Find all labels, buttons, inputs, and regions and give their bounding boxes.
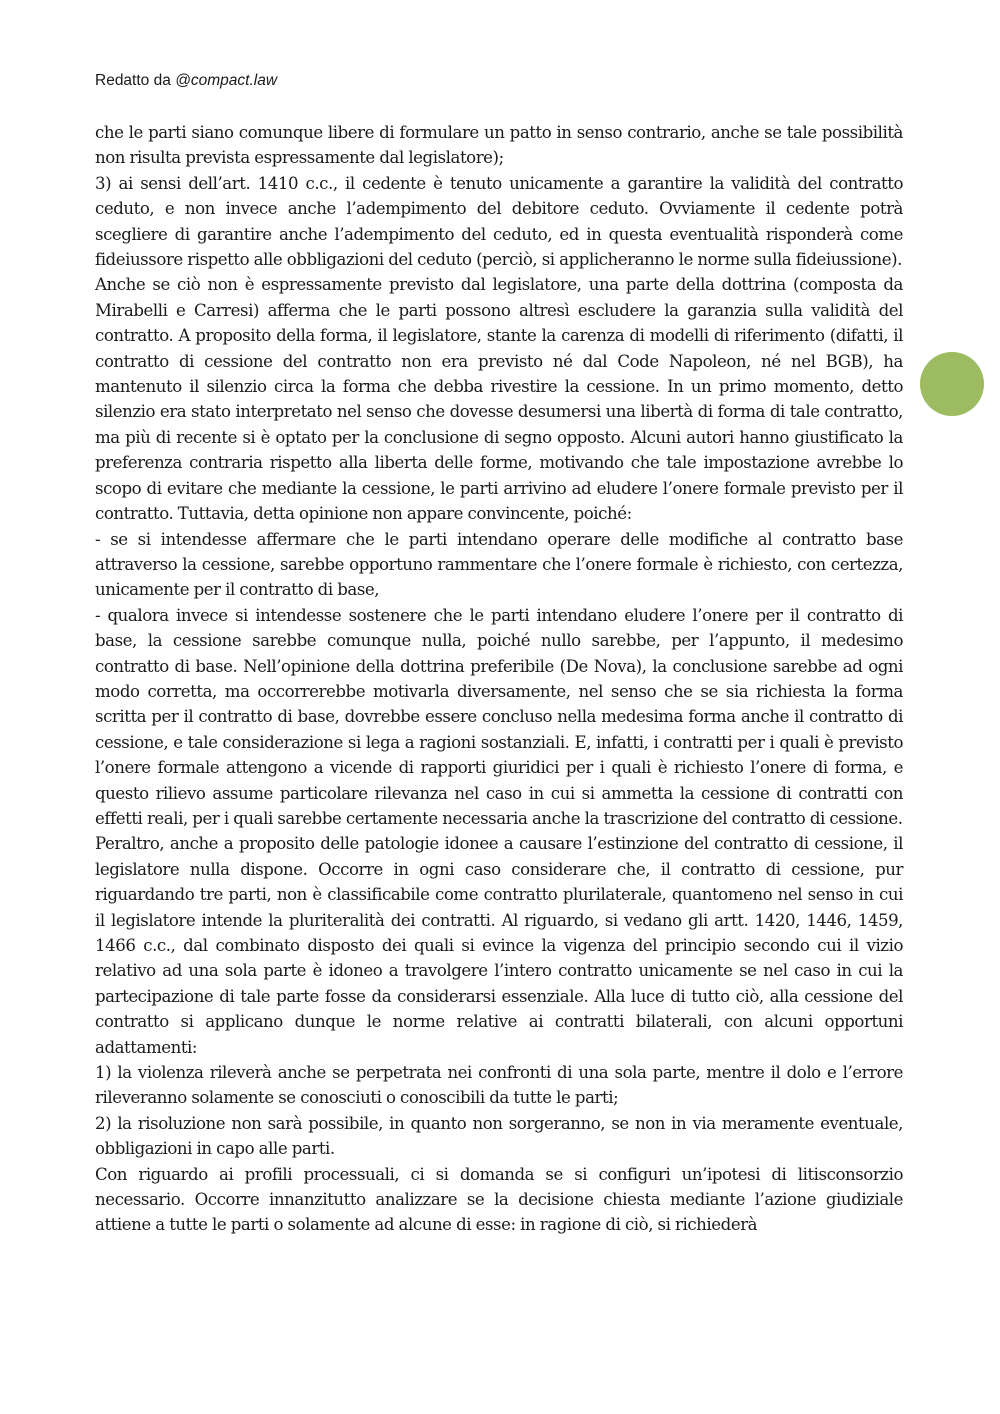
paragraph: Peraltro, anche a proposito delle patologie idonee a causare l’estinzione del contratto di cessione, il legislatore nulla dispone. Occorre in ogni caso considerare che, il contratto di cessione, pur riguardando tre parti, non è classificabile come contratto plurilaterale, quantomeno nel senso in cui il legislatore intende la pluriteralità dei contratti. Al riguardo, si vedano gli artt. 1420, 1446, 1459, 1466 c.c., dal combinato disposto dei quali si evince la vigenza del principio secondo cui il vizio relativo ad una sola parte è idoneo a travolgere l’intero contratto unicamente se nel caso in cui la partecipazione di tale parte fosse da considerarsi essenziale. Alla luce di tutto ciò, alla cessione del contratto si applicano dunque le norme relative ai contratti bilaterali, con alcuni opportuni adattamenti: [95, 834, 903, 1057]
paragraph: - qualora invece si intendesse sostenere che le parti intendano eludere l’onere per il contratto di base, la cessione sarebbe comunque nulla, poiché nullo sarebbe, per l’appunto, il medesimo contratto di base. Nell’opinione della dottrina preferibile (De Nova), la conclusione sarebbe ad ogni modo corretta, ma occorrerebbe motivarla diversamente, nel senso che se sia richiesta la forma scritta per il contratto di base, dovrebbe essere concluso nella medesima forma anche il contratto di cessione, e tale considerazione si lega a ragioni sostanziali. E, infatti, i contratti per i quali è previsto l’onere formale attengono a vicende di rapporti giuridici per i quali è richiesto l’onere di forma, e questo rilievo assume particolare rilevanza nel caso in cui si ammetta la cessione di contratti con effetti reali, per i quali sarebbe certamente necessaria anche la trascrizione del contratto di cessione. [95, 605, 903, 828]
paragraph: 3) ai sensi dell’art. 1410 c.c., il cedente è tenuto unicamente a garantire la validità del contratto ceduto, e non invece anche l’adempimento del debitore ceduto. Ovviamente il cedente potrà scegliere di garantire anche l’adempimento del ceduto, ed in questa eventualità risponderà come fideiussore rispetto alle obbligazioni del ceduto (perciò, si applicheranno le norme sulla fideiussione). [95, 173, 903, 270]
paragraph: Con riguardo ai profili processuali, ci si domanda se si configuri un’ipotesi di litisconsorzio necessario. Occorre innanzitutto analizzare se la decisione chiesta mediante l’azione giudiziale attiene a tutte le parti o solamente ad alcune di esse: in ragione di ciò, si richiederà [95, 1164, 903, 1235]
document-body [95, 120, 903, 1238]
page-header [95, 70, 277, 92]
paragraph: 1) la violenza rileverà anche se perpetrata nei confronti di una sola parte, mentre il dolo e l’errore rileveranno solamente se conosciuti o conoscibili da tutte le parti; [95, 1063, 903, 1108]
header-handle: @compact.law [175, 72, 278, 89]
paragraph: Anche se ciò non è espressamente previsto dal legislatore, una parte della dottrina (composta da Mirabelli e Carresi) afferma che le parti possono altresì escludere la garanzia sulla validità del contratto. A proposito della forma, il legislatore, stante la carenza di modelli di riferimento (difatti, il contratto di cessione del contratto non era previsto né dal Code Napoleon, né nel BGB), ha mantenuto il silenzio circa la forma che debba rivestire la cessione. In un primo momento, detto silenzio era stato interpretato nel senso che dovesse desumersi una libertà di forma di tale contratto, ma più di recente si è optato per la conclusione di segno opposto. Alcuni autori hanno giustificato la preferenza contraria rispetto alla liberta delle forme, motivando che tale impostazione avrebbe lo scopo di evitare che mediante la cessione, le parti arrivino ad eludere l’onere formale previsto per il contratto. Tuttavia, detta opinione non appare convincente, poiché: [95, 275, 903, 524]
paragraph: che le parti siano comunque libere di formulare un patto in senso contrario, anche se tale possibilità non risulta prevista espressamente dal legislatore); [95, 123, 903, 168]
header-prefix: Redatto da [95, 72, 176, 89]
decorative-green-circle [920, 352, 984, 416]
paragraph: 2) la risoluzione non sarà possibile, in quanto non sorgeranno, se non in via meramente eventuale, obbligazioni in capo alle parti. [95, 1113, 903, 1159]
paragraph: - se si intendesse affermare che le parti intendano operare delle modifiche al contratto base attraverso la cessione, sarebbe opportuno rammentare che l’onere formale è richiesto, con certezza, unicamente per il contratto di base, [95, 529, 903, 600]
